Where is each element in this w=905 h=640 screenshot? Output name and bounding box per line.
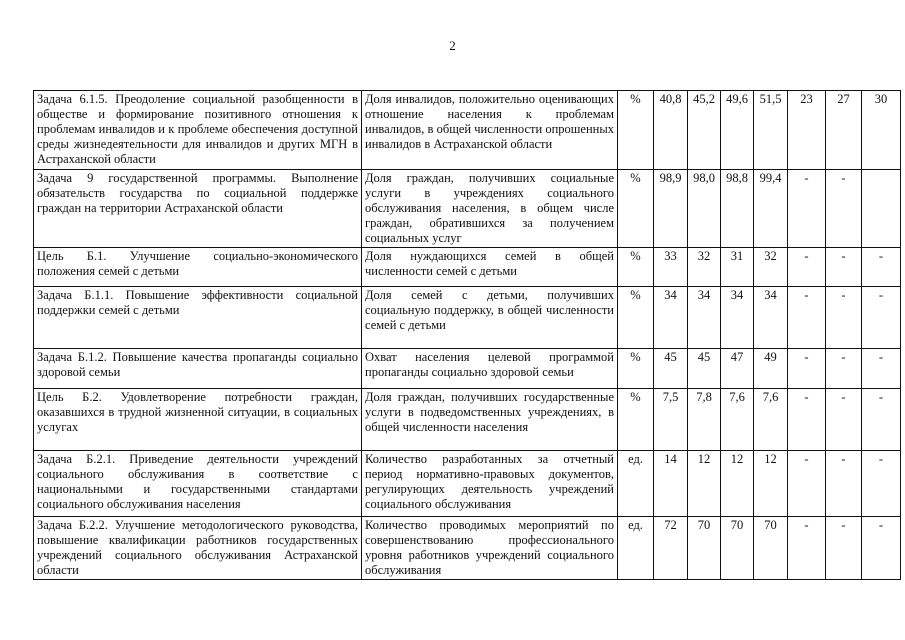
task-cell: Цель Б.2. Удовлетворение потребности граждан, оказавшихся в трудной жизненной ситуации, в социальных услугах [34, 389, 362, 451]
value-cell: 98,8 [721, 170, 754, 248]
value-cell: 34 [688, 287, 721, 349]
indicator-cell: Доля граждан, получивших социальные услуги в учреждениях социального обслуживания населения, в общем числе граждан, обратившихся за получением социальных услуг [362, 170, 618, 248]
value-cell: 14 [654, 451, 688, 517]
value-cell: 40,8 [654, 91, 688, 170]
value-cell: 72 [654, 517, 688, 580]
value-cell: 51,5 [754, 91, 788, 170]
task-cell: Задача 6.1.5. Преодоление социальной разобщенности в обществе и формирование позитивного отношения к проблемам инвалидов и к проблеме обеспечения доступной среды жизнедеятельности для инвалидов и других МГН в Астраханской области [34, 91, 362, 170]
value-cell: 47 [721, 349, 754, 389]
value-cell: 12 [754, 451, 788, 517]
value-cell: - [826, 451, 862, 517]
unit-cell: % [618, 248, 654, 287]
value-cell: 45 [654, 349, 688, 389]
value-cell: 12 [721, 451, 754, 517]
indicator-cell: Доля семей с детьми, получивших социальную поддержку, в общей численности семей с детьми [362, 287, 618, 349]
value-cell: 34 [721, 287, 754, 349]
value-cell: 98,9 [654, 170, 688, 248]
unit-cell: % [618, 349, 654, 389]
value-cell: 32 [754, 248, 788, 287]
indicator-cell: Количество проводимых мероприятий по совершенствованию профессионального уровня работников учреждений социального обслуживания [362, 517, 618, 580]
indicator-cell: Количество разработанных за отчетный период нормативно-правовых документов, регулирующих деятельность учреждений социального обслуживания [362, 451, 618, 517]
value-cell: 27 [826, 91, 862, 170]
value-cell: 34 [754, 287, 788, 349]
table-row [34, 170, 901, 248]
value-cell: 7,8 [688, 389, 721, 451]
value-cell: - [862, 517, 901, 580]
value-cell: 70 [688, 517, 721, 580]
value-cell: 12 [688, 451, 721, 517]
indicator-cell: Доля граждан, получивших государственные услуги в подведомственных учреждениях, в общей численности населения [362, 389, 618, 451]
value-cell: 33 [654, 248, 688, 287]
value-cell: 32 [688, 248, 721, 287]
indicators-table [33, 90, 901, 580]
value-cell: - [788, 349, 826, 389]
value-cell: - [788, 451, 826, 517]
task-cell: Задача 9 государственной программы. Выполнение обязательств государства по социальной поддержке граждан на территории Астраханской области [34, 170, 362, 248]
value-cell: - [826, 170, 862, 248]
task-cell: Задача Б.1.2. Повышение качества пропаганды социально здоровой семьи [34, 349, 362, 389]
value-cell: 31 [721, 248, 754, 287]
unit-cell: % [618, 170, 654, 248]
unit-cell: % [618, 91, 654, 170]
unit-cell: ед. [618, 451, 654, 517]
value-cell: - [788, 517, 826, 580]
value-cell: - [862, 287, 901, 349]
value-cell: - [788, 248, 826, 287]
table-row [34, 248, 901, 287]
value-cell: 49,6 [721, 91, 754, 170]
indicator-cell: Охват населения целевой программой пропаганды социально здоровой семьи [362, 349, 618, 389]
value-cell: - [826, 248, 862, 287]
value-cell: 7,5 [654, 389, 688, 451]
value-cell: 98,0 [688, 170, 721, 248]
value-cell: - [862, 389, 901, 451]
value-cell: - [788, 287, 826, 349]
unit-cell: ед. [618, 517, 654, 580]
value-cell: 30 [862, 91, 901, 170]
task-cell: Цель Б.1. Улучшение социально-экономического положения семей с детьми [34, 248, 362, 287]
value-cell: 45 [688, 349, 721, 389]
value-cell: - [862, 248, 901, 287]
value-cell: - [862, 349, 901, 389]
task-cell: Задача Б.2.2. Улучшение методологического руководства, повышение квалификации работников государственных учреждений социального обслуживания Астраханской области [34, 517, 362, 580]
table-row [34, 389, 901, 451]
table-row [34, 287, 901, 349]
value-cell: - [826, 287, 862, 349]
value-cell: - [826, 349, 862, 389]
value-cell [862, 170, 901, 248]
unit-cell: % [618, 287, 654, 349]
unit-cell: % [618, 389, 654, 451]
value-cell: 49 [754, 349, 788, 389]
value-cell: 99,4 [754, 170, 788, 248]
table-row [34, 517, 901, 580]
value-cell: - [826, 517, 862, 580]
value-cell: - [788, 389, 826, 451]
table-row [34, 451, 901, 517]
indicator-cell: Доля нуждающихся семей в общей численности семей с детьми [362, 248, 618, 287]
task-cell: Задача Б.2.1. Приведение деятельности учреждений социального обслуживания в соответствие с национальными и государственными стандартами социального обслуживания населения [34, 451, 362, 517]
value-cell: 7,6 [754, 389, 788, 451]
value-cell: 23 [788, 91, 826, 170]
page-number: 2 [449, 38, 456, 53]
value-cell: 34 [654, 287, 688, 349]
value-cell: - [788, 170, 826, 248]
value-cell: 45,2 [688, 91, 721, 170]
value-cell: 70 [754, 517, 788, 580]
value-cell: 7,6 [721, 389, 754, 451]
table-row [34, 349, 901, 389]
value-cell: - [862, 451, 901, 517]
value-cell: 70 [721, 517, 754, 580]
indicator-cell: Доля инвалидов, положительно оценивающих отношение населения к проблемам инвалидов, в общей численности опрошенных инвалидов в Астраханской области [362, 91, 618, 170]
task-cell: Задача Б.1.1. Повышение эффективности социальной поддержки семей с детьми [34, 287, 362, 349]
value-cell: - [826, 389, 862, 451]
table-row [34, 91, 901, 170]
